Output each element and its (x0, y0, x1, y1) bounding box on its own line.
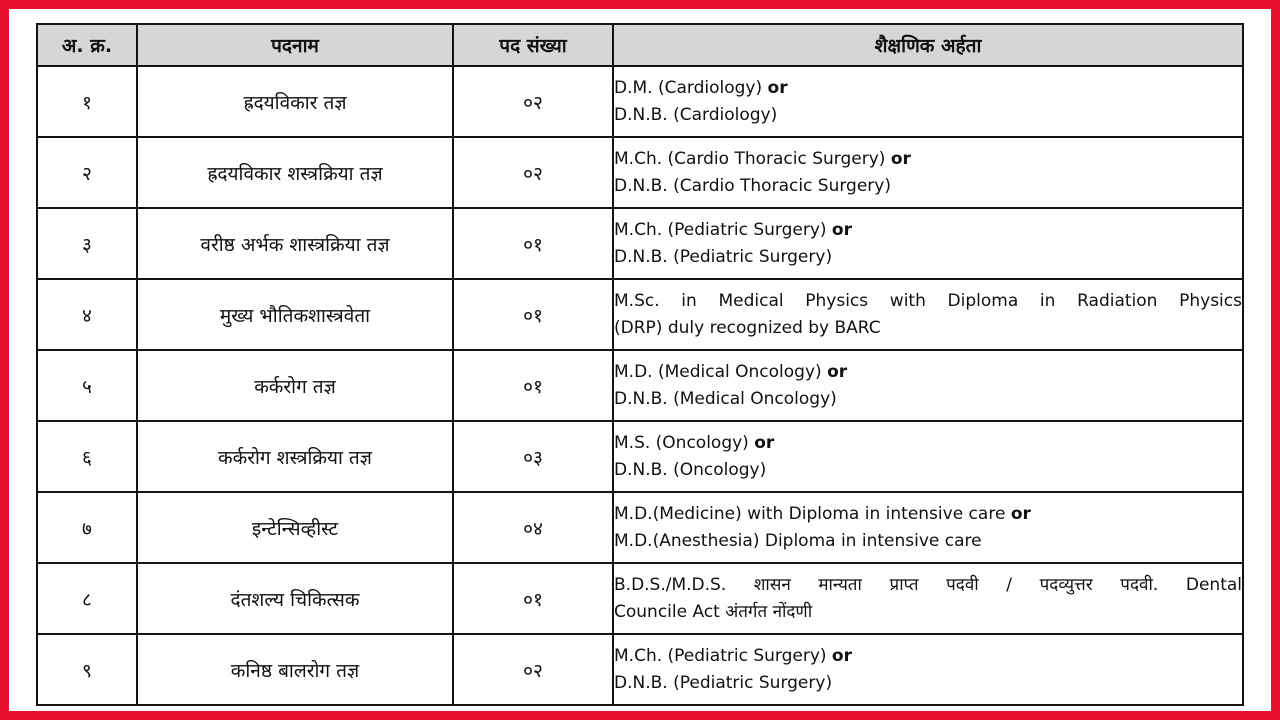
cell-count: ०२ (453, 137, 613, 208)
qualification-text: D.M. (Cardiology) (614, 78, 768, 99)
qualification-line-2: D.N.B. (Cardio Thoracic Surgery) (614, 175, 891, 196)
cell-post: कनिष्ठ बालरोग तज्ञ (137, 634, 453, 705)
qualification-conjunction: or (831, 646, 852, 667)
cell-post: कर्करोग शस्त्रक्रिया तज्ञ (137, 421, 453, 492)
qualification-conjunction: or (1010, 504, 1031, 525)
cell-count: ०१ (453, 350, 613, 421)
qualification-conjunction: or (754, 433, 775, 454)
qualification-line-1 (614, 217, 1242, 243)
qualification-line-2: D.N.B. (Medical Oncology) (614, 388, 837, 409)
cell-serial: ४ (37, 279, 137, 350)
cell-post: वरीष्ठ अर्भक शास्त्रक्रिया तज्ञ (137, 208, 453, 279)
qualification-line-2: D.N.B. (Cardiology) (614, 104, 778, 125)
cell-post: ह्रदयविकार तज्ञ (137, 66, 453, 137)
cell-count: ०१ (453, 279, 613, 350)
qualification-conjunction: or (767, 78, 788, 99)
document-sheet (9, 9, 1271, 711)
table-row (37, 421, 1243, 492)
cell-count: ०२ (453, 634, 613, 705)
column-header-post: पदनाम (137, 24, 453, 66)
cell-count: ०१ (453, 563, 613, 634)
cell-post: इन्टेन्सिव्हीस्ट (137, 492, 453, 563)
table-row (37, 350, 1243, 421)
cell-qualification (613, 137, 1243, 208)
qualification-table (36, 23, 1244, 706)
qualification-line-1: B.D.S./M.D.S. शासन मान्यता प्राप्त पदवी / पदव्युत्तर पदवी. Dental (614, 575, 1242, 596)
cell-count: ०२ (453, 66, 613, 137)
qualification-text: M.Ch. (Pediatric Surgery) (614, 220, 832, 241)
cell-post: ह्रदयविकार शस्त्रक्रिया तज्ञ (137, 137, 453, 208)
cell-serial: १ (37, 66, 137, 137)
cell-post: दंतशल्य चिकित्सक (137, 563, 453, 634)
column-header-qualification: शैक्षणिक अर्हता (613, 24, 1243, 66)
qualification-line-2: D.N.B. (Pediatric Surgery) (614, 672, 833, 693)
column-header-count: पद संख्या (453, 24, 613, 66)
cell-post: मुख्य भौतिकशास्त्रवेता (137, 279, 453, 350)
cell-qualification (613, 634, 1243, 705)
cell-serial: ३ (37, 208, 137, 279)
cell-serial: ५ (37, 350, 137, 421)
table-row (37, 563, 1243, 634)
cell-qualification (613, 279, 1243, 350)
qualification-line-1 (614, 359, 1242, 385)
qualification-line-1: M.Sc. in Medical Physics with Diploma in Radiation Physics (614, 291, 1242, 312)
cell-qualification (613, 492, 1243, 563)
qualification-text: M.S. (Oncology) (614, 433, 755, 454)
table-row (37, 634, 1243, 705)
cell-serial: ६ (37, 421, 137, 492)
cell-count: ०३ (453, 421, 613, 492)
cell-post: कर्करोग तज्ञ (137, 350, 453, 421)
table-row (37, 208, 1243, 279)
qualification-conjunction: or (827, 362, 848, 383)
qualification-line-1 (614, 501, 1242, 527)
cell-count: ०१ (453, 208, 613, 279)
qualification-line-2: (DRP) duly recognized by BARC (614, 317, 881, 338)
cell-qualification (613, 208, 1243, 279)
cell-serial: ७ (37, 492, 137, 563)
qualification-line-1 (614, 430, 1242, 456)
table-row (37, 492, 1243, 563)
column-header-serial: अ. क्र. (37, 24, 137, 66)
cell-serial: ८ (37, 563, 137, 634)
qualification-line-1 (614, 75, 1242, 101)
qualification-text: M.D.(Medicine) with Diploma in intensive care (614, 504, 1011, 525)
table-header (37, 24, 1243, 66)
qualification-line-1 (614, 643, 1242, 669)
qualification-line-2: Councile Act अंतर्गत नोंदणी (614, 601, 813, 622)
qualification-line-2: D.N.B. (Oncology) (614, 459, 767, 480)
qualification-conjunction: or (831, 220, 852, 241)
cell-count: ०४ (453, 492, 613, 563)
qualification-text: M.Ch. (Cardio Thoracic Surgery) (614, 149, 891, 170)
table-header-row (37, 24, 1243, 66)
qualification-line-2: M.D.(Anesthesia) Diploma in intensive care (614, 530, 982, 551)
table-row (37, 137, 1243, 208)
qualification-conjunction: or (890, 149, 911, 170)
cell-qualification (613, 66, 1243, 137)
cell-qualification (613, 563, 1243, 634)
cell-serial: ९ (37, 634, 137, 705)
table-body (37, 66, 1243, 705)
cell-qualification (613, 421, 1243, 492)
table-row (37, 279, 1243, 350)
table-row (37, 66, 1243, 137)
cell-serial: २ (37, 137, 137, 208)
qualification-line-1 (614, 146, 1242, 172)
qualification-text: M.D. (Medical Oncology) (614, 362, 828, 383)
qualification-line-2: D.N.B. (Pediatric Surgery) (614, 246, 833, 267)
cell-qualification (613, 350, 1243, 421)
qualification-text: M.Ch. (Pediatric Surgery) (614, 646, 832, 667)
